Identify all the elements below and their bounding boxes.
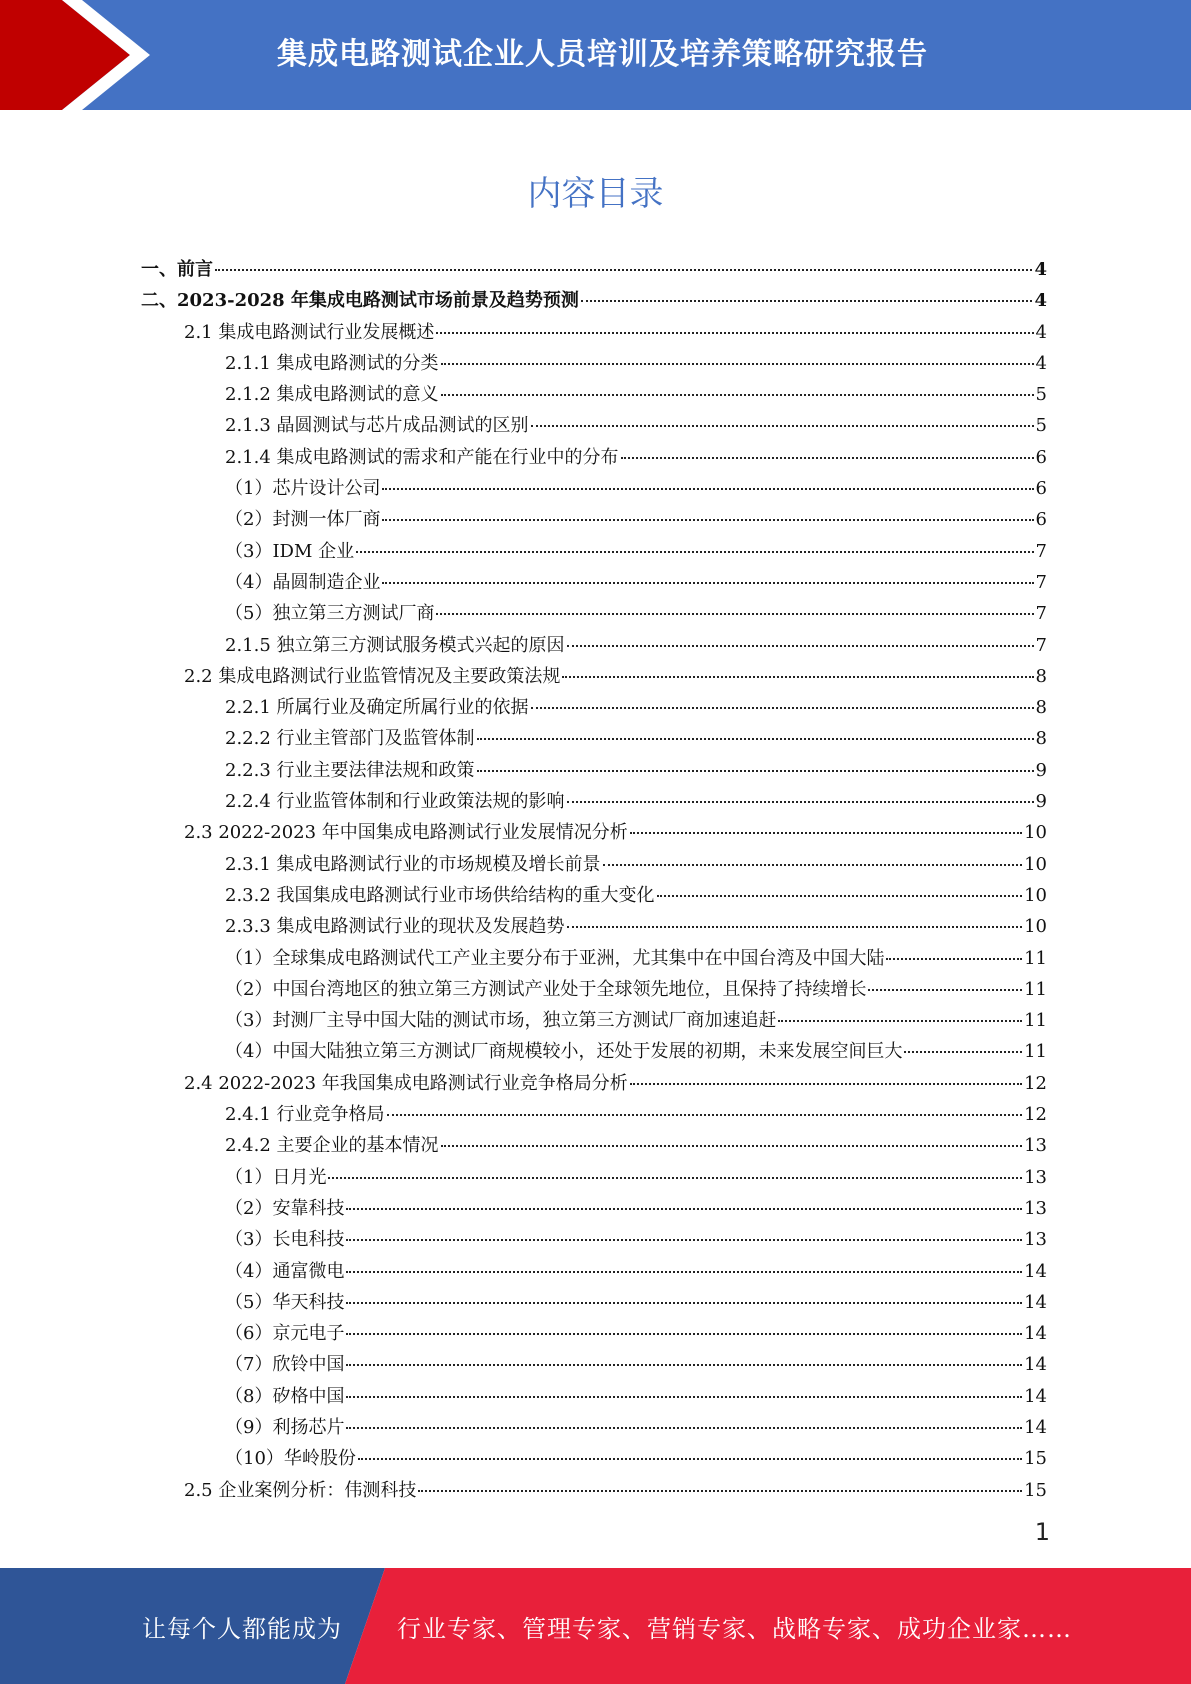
toc-entry[interactable] [141, 411, 1047, 442]
toc-entry[interactable] [141, 693, 1047, 724]
toc-dot-leader [382, 488, 1033, 490]
toc-entry[interactable] [141, 1382, 1047, 1413]
toc-entry[interactable] [141, 881, 1047, 912]
toc-entry-page: 9 [1035, 791, 1047, 813]
toc-entry[interactable] [141, 255, 1047, 286]
toc-entry-label: 2.2.4 行业监管体制和行业政策法规的影响 [225, 791, 565, 813]
toc-entry-label: 2.4.2 主要企业的基本情况 [225, 1135, 439, 1157]
toc-entry[interactable] [141, 1319, 1047, 1350]
toc-entry-label: 2.2.2 行业主管部门及监管体制 [225, 728, 475, 750]
toc-entry-page: 14 [1024, 1416, 1047, 1438]
toc-entry[interactable] [141, 1006, 1047, 1037]
toc-entry-page: 11 [1024, 978, 1047, 1000]
toc-entry-label: （4）中国大陆独立第三方测试厂商规模较小，还处于发展的初期，未来发展空间巨大 [225, 1041, 903, 1063]
toc-entry-label: （4）通富微电 [225, 1260, 345, 1282]
toc-heading: 内容目录 [527, 174, 664, 214]
report-title: 集成电路测试企业人员培训及培养策略研究报告 [277, 37, 928, 72]
toc-entry-label: （2）安靠科技 [225, 1197, 345, 1219]
toc-dot-leader [358, 1458, 1022, 1460]
toc-entry[interactable] [141, 318, 1047, 349]
toc-entry-page: 10 [1024, 916, 1047, 938]
toc-entry-label: （9）利扬芯片 [225, 1416, 345, 1438]
toc-dot-leader [346, 1427, 1022, 1429]
toc-entry-page: 5 [1035, 384, 1047, 406]
toc-entry-page: 8 [1035, 697, 1047, 719]
toc-entry-page: 13 [1024, 1197, 1047, 1219]
toc-entry-label: 2.2.3 行业主要法律法规和政策 [225, 759, 475, 781]
toc-entry-label: 2.1.2 集成电路测试的意义 [225, 384, 439, 406]
toc-entry[interactable] [141, 1163, 1047, 1194]
toc-entry[interactable] [141, 349, 1047, 380]
toc-entry-page: 6 [1035, 446, 1047, 468]
toc-entry[interactable] [141, 1225, 1047, 1256]
toc-entry[interactable] [141, 850, 1047, 881]
toc-entry[interactable] [141, 912, 1047, 943]
footer-slogan-right: 行业专家、管理专家、营销专家、战略专家、成功企业家…… [397, 1614, 1072, 1643]
toc-dot-leader [346, 1208, 1022, 1210]
toc-entry[interactable] [141, 568, 1047, 599]
toc-dot-leader [382, 519, 1033, 521]
toc-dot-leader [778, 1020, 1022, 1022]
toc-entry[interactable] [141, 537, 1047, 568]
toc-entry-page: 6 [1035, 478, 1047, 500]
toc-entry-page: 15 [1024, 1479, 1047, 1501]
toc-entry[interactable] [141, 1037, 1047, 1068]
toc-entry-page: 7 [1035, 634, 1047, 656]
toc-entry[interactable] [141, 1069, 1047, 1100]
toc-entry[interactable] [141, 818, 1047, 849]
toc-entry-label: 2.3.1 集成电路测试行业的市场规模及增长前景 [225, 853, 601, 875]
toc-entry-label: 二、2023-2028 年集成电路测试市场前景及趋势预测 [141, 290, 579, 312]
toc-dot-leader [346, 1364, 1022, 1366]
toc-entry-label: （2）封测一体厂商 [225, 509, 381, 531]
toc-dot-leader [562, 676, 1033, 678]
toc-dot-leader [567, 801, 1034, 803]
toc-entry[interactable] [141, 1350, 1047, 1381]
toc-entry-label: （1）日月光 [225, 1166, 327, 1188]
toc-dot-leader [477, 738, 1034, 740]
toc-entry-page: 8 [1035, 728, 1047, 750]
toc-dot-leader [531, 707, 1034, 709]
toc-entry-page: 10 [1024, 884, 1047, 906]
toc-entry-label: 2.1.3 晶圆测试与芯片成品测试的区别 [225, 415, 529, 437]
toc-dot-leader [436, 332, 1033, 334]
toc-entry-label: （6）京元电子 [225, 1323, 345, 1345]
toc-dot-leader [441, 1145, 1023, 1147]
toc-entry-page: 15 [1024, 1448, 1047, 1470]
toc-dot-leader [382, 582, 1033, 584]
toc-entry-page: 10 [1024, 853, 1047, 875]
toc-dot-leader [436, 613, 1033, 615]
toc-dot-leader [441, 394, 1034, 396]
toc-entry-page: 14 [1024, 1291, 1047, 1313]
toc-dot-leader [581, 300, 1033, 302]
toc-dot-leader [346, 1396, 1022, 1398]
toc-entry-page: 5 [1035, 415, 1047, 437]
toc-entry-page: 8 [1035, 665, 1047, 687]
header-title-wrap [0, 0, 1191, 110]
toc-entry-label: 2.1 集成电路测试行业发展概述 [184, 321, 435, 343]
header-banner [0, 0, 1191, 110]
page-number: 1 [1034, 1518, 1050, 1546]
toc-entry[interactable] [141, 787, 1047, 818]
toc-entry-page: 12 [1024, 1104, 1047, 1126]
toc-dot-leader [477, 770, 1034, 772]
toc-entry-label: 2.2.1 所属行业及确定所属行业的依据 [225, 697, 529, 719]
toc-dot-leader [567, 645, 1034, 647]
toc-entry[interactable] [141, 944, 1047, 975]
toc-entry-page: 14 [1024, 1323, 1047, 1345]
toc-entry-page: 4 [1035, 352, 1047, 374]
toc-entry-page: 14 [1024, 1354, 1047, 1376]
toc-entry[interactable] [141, 1413, 1047, 1444]
toc-entry-page: 7 [1035, 540, 1047, 562]
table-of-contents [141, 255, 1047, 1507]
toc-dot-leader [603, 864, 1023, 866]
toc-dot-leader [886, 958, 1022, 960]
toc-entry[interactable] [141, 724, 1047, 755]
toc-entry-page: 11 [1024, 947, 1047, 969]
toc-entry-page: 7 [1035, 571, 1047, 593]
toc-entry-page: 12 [1024, 1072, 1047, 1094]
toc-entry-page: 10 [1024, 822, 1047, 844]
toc-entry-label: （1）芯片设计公司 [225, 478, 381, 500]
toc-entry-page: 9 [1035, 759, 1047, 781]
toc-entry-label: （7）欣铃中国 [225, 1354, 345, 1376]
toc-entry-page: 14 [1024, 1260, 1047, 1282]
toc-dot-leader [904, 1051, 1022, 1053]
toc-dot-leader [346, 1271, 1022, 1273]
toc-entry[interactable] [141, 1288, 1047, 1319]
toc-dot-leader [868, 989, 1022, 991]
toc-entry-label: 2.3.3 集成电路测试行业的现状及发展趋势 [225, 916, 565, 938]
toc-entry-page: 11 [1024, 1041, 1047, 1063]
toc-entry-page: 13 [1024, 1135, 1047, 1157]
toc-entry-label: （4）晶圆制造企业 [225, 571, 381, 593]
toc-entry-page: 6 [1035, 509, 1047, 531]
toc-entry[interactable] [141, 286, 1047, 317]
toc-entry[interactable] [141, 505, 1047, 536]
toc-entry[interactable] [141, 443, 1047, 474]
toc-dot-leader [630, 832, 1022, 834]
toc-entry[interactable] [141, 1100, 1047, 1131]
toc-entry-label: 2.1.1 集成电路测试的分类 [225, 352, 439, 374]
toc-entry-label: （3）IDM 企业 [225, 540, 355, 562]
footer-slogan-left: 让每个人都能成为 [142, 1614, 342, 1643]
toc-entry[interactable] [141, 380, 1047, 411]
toc-entry-label: （2）中国台湾地区的独立第三方测试产业处于全球领先地位，且保持了持续增长 [225, 978, 867, 1000]
toc-dot-leader [531, 425, 1034, 427]
toc-entry-page: 13 [1024, 1229, 1047, 1251]
toc-dot-leader [657, 895, 1023, 897]
toc-dot-leader [328, 1177, 1022, 1179]
toc-entry-label: （8）矽格中国 [225, 1385, 345, 1407]
toc-entry-page: 14 [1024, 1385, 1047, 1407]
toc-entry-page: 13 [1024, 1166, 1047, 1188]
toc-entry-label: 2.3 2022-2023 年中国集成电路测试行业发展情况分析 [184, 822, 628, 844]
toc-dot-leader [346, 1239, 1022, 1241]
toc-dot-leader [356, 551, 1033, 553]
toc-entry-page: 4 [1035, 321, 1047, 343]
toc-dot-leader [621, 457, 1034, 459]
footer-banner [0, 1568, 1191, 1684]
toc-entry-label: 2.1.5 独立第三方测试服务模式兴起的原因 [225, 634, 565, 656]
toc-entry[interactable] [141, 631, 1047, 662]
toc-entry-label: 2.1.4 集成电路测试的需求和产能在行业中的分布 [225, 446, 619, 468]
toc-entry-label: 2.3.2 我国集成电路测试行业市场供给结构的重大变化 [225, 884, 655, 906]
toc-entry-page: 4 [1034, 259, 1047, 280]
toc-entry[interactable] [141, 756, 1047, 787]
toc-entry[interactable] [141, 975, 1047, 1006]
toc-dot-leader [346, 1333, 1022, 1335]
toc-entry-label: （5）华天科技 [225, 1291, 345, 1313]
toc-entry[interactable] [141, 1131, 1047, 1162]
toc-entry[interactable] [141, 1444, 1047, 1475]
toc-entry[interactable] [141, 1476, 1047, 1507]
toc-dot-leader [630, 1083, 1022, 1085]
toc-entry-label: 2.5 企业案例分析：伟测科技 [184, 1479, 417, 1501]
toc-entry-label: 2.2 集成电路测试行业监管情况及主要政策法规 [184, 665, 561, 687]
toc-entry-label: （5）独立第三方测试厂商 [225, 603, 435, 625]
toc-entry-label: （3）长电科技 [225, 1229, 345, 1251]
toc-dot-leader [418, 1490, 1022, 1492]
toc-entry[interactable] [141, 662, 1047, 693]
toc-entry-label: 2.4 2022-2023 年我国集成电路测试行业竞争格局分析 [184, 1072, 628, 1094]
toc-dot-leader [215, 269, 1032, 271]
toc-dot-leader [567, 926, 1023, 928]
toc-entry-label: （3）封测厂主导中国大陆的测试市场，独立第三方测试厂商加速追赶 [225, 1010, 777, 1032]
toc-entry-page: 4 [1034, 290, 1047, 312]
toc-entry[interactable] [141, 1257, 1047, 1288]
toc-dot-leader [441, 363, 1034, 365]
toc-dot-leader [346, 1302, 1022, 1304]
toc-entry-page: 11 [1024, 1010, 1047, 1032]
toc-entry-page: 7 [1035, 603, 1047, 625]
toc-entry-label: 2.4.1 行业竞争格局 [225, 1104, 385, 1126]
toc-entry[interactable] [141, 1194, 1047, 1225]
toc-entry[interactable] [141, 474, 1047, 505]
toc-entry-label: （1）全球集成电路测试代工产业主要分布于亚洲，尤其集中在中国台湾及中国大陆 [225, 947, 885, 969]
toc-dot-leader [387, 1114, 1023, 1116]
toc-entry[interactable] [141, 599, 1047, 630]
toc-entry-label: （10）华岭股份 [225, 1448, 356, 1470]
toc-entry-label: 一、前言 [141, 259, 213, 280]
